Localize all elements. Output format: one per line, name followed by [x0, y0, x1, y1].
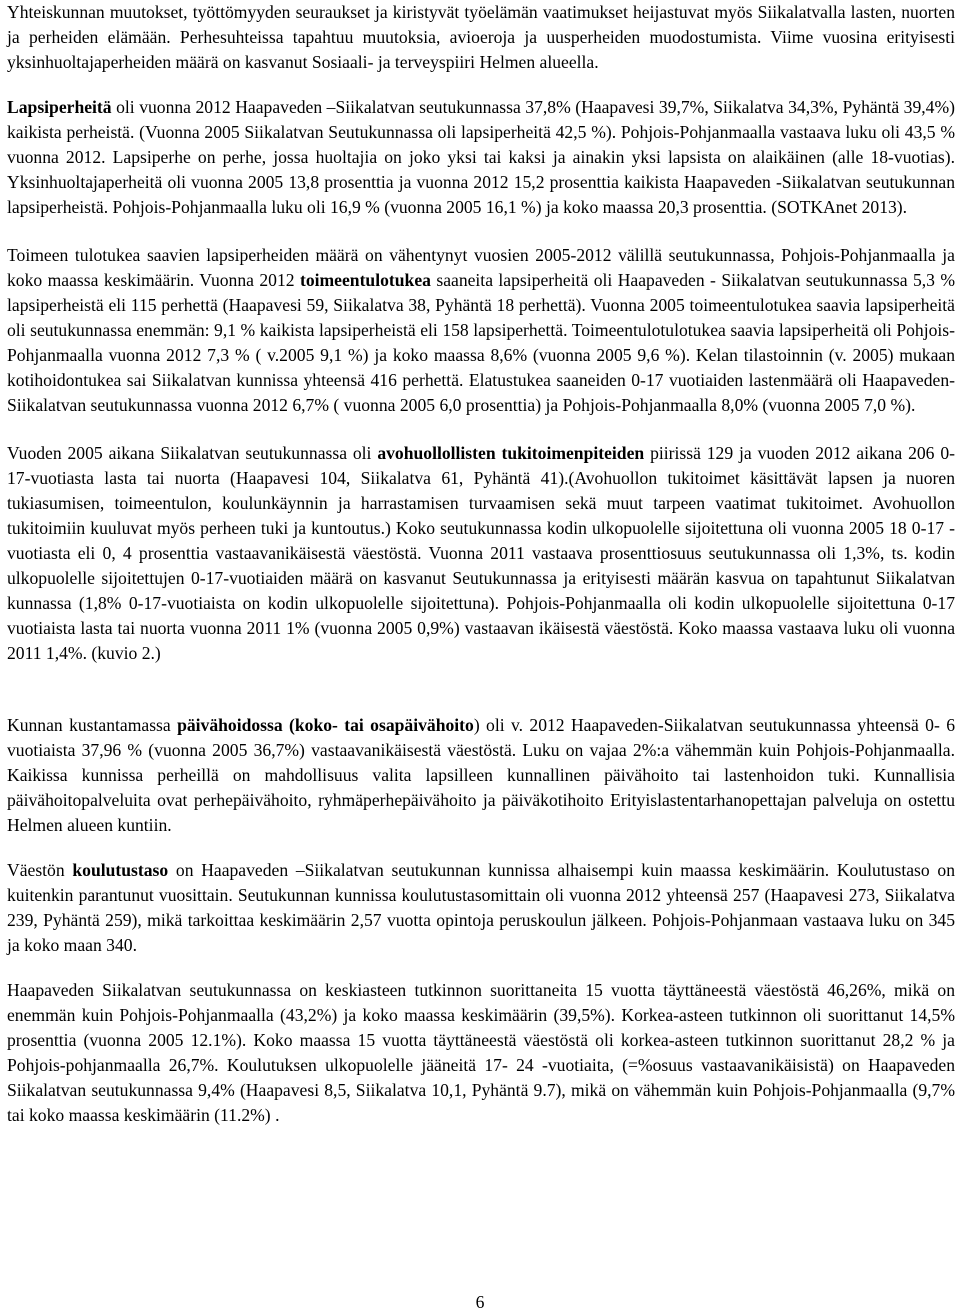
- paragraph-keyword: toimeentulotukea: [299, 270, 431, 290]
- paragraph-text: Haapaveden Siikalatvan seutukunnassa on keskiasteen tutkinnon suorittaneita 15 vuotta täyttäneestä väestöstä 46,26%, mikä on enemmän kuin Pohjois-Pohjanmaalla (43,2%) ja koko maassa keskimäärin (39,5%). Korkea-asteen tutkinnon oli suorittanut 14,5% prosenttia (vuonna 2005 12.1%). Koko maassa 15 vuotta täyttäneestä väestöstä oli korkea-asteen tutkinnon suorittanut 28,2 % ja Pohjois-pohjanmaalla 26,7%. Koulutuksen ulkopuolelle jääneitä 17- 24 -vuotiaita, (=%osuus vastaavanikäisistä) on Haapaveden Siikalatvan seutukunnassa 9,4% (Haapavesi 8,5, Siikalatva 10,1, Pyhäntä 9.7), mikä on vähemmän kuin Pohjois-Pohjanmaalla (9,7% tai koko maassa keskimäärin (11.2%) .: [7, 980, 955, 1125]
- paragraph-text: Toimeen tulotukea saavien lapsiperheiden määrä on vähentynyt vuosien 2005-2012 välillä seutukunnassa, Pohjois-Pohjanmaalla ja koko maassa keskimäärin. Vuonna 2012: [7, 245, 955, 290]
- document-page: [7, 0, 955, 1128]
- paragraph-text: on Haapaveden –Siikalatvan seutukunnan kunnissa alhaisempi kuin maassa keskimäärin. Koulutustaso on kuitenkin parantunut vuosittain. Seutukunnan kunnissa koulutustasomittain oli vuonna 2012 yhteensä 257 (Haapavesi 273, Siikalatva 239, Pyhäntä 259), mikä tarkoittaa keskimäärin 2,57 vuotta opintoja peruskoulun jälkeen. Pohjois-Pohjanmaan vastaava luku on 345 ja koko maan 340.: [7, 860, 955, 955]
- paragraph-text: Väestön: [7, 860, 73, 880]
- page-number: 6: [475, 1292, 485, 1312]
- paragraph-text: ) oli v. 2012 Haapaveden-Siikalatvan seutukunnassa yhteensä 0- 6 vuotiaista 37,96 % (vuonna 2005 36,7%) vastaavanikäisestä väestöstä. Luku on vajaa 2%:a vähemmän kuin Pohjois-Pohjanmaalla. Kaikissa kunnissa perheillä on mahdollisuus valita lapsilleen kunnallinen päivähoito tai lastenhoidon tuki. Kunnallisia päivähoitopalveluita ovat perhepäivähoito, ryhmäperhepäivähoito ja päiväkotihoito Erityislastentarhanopettajan palveluja on ostettu Helmen alueen kuntiin.: [7, 715, 956, 835]
- paragraph-text: saaneita lapsiperheitä oli Haapaveden - Siikalatvan seutukunnassa 5,3 % lapsiperheistä eli 115 perhettä (Haapavesi 59, Siikalatva 38, Pyhäntä 18 perhettä). Vuonna 2005 toimeentulotukea saavia lapsiperheitä oli seutukunnassa enemmän: 9,1 % kaikista lapsiperheistä eli 158 lapsiperhettä. Toimeentulotulotukea saavia lapsiperheitä oli Pohjois-Pohjanmaalla vuonna 2012 7,3 % ( v.2005 9,1 %) ja koko maassa 8,6% (vuonna 2005 9,6 %). Kelan tilastoinnin (v. 2005) mukaan kotihoidontukea sai Siikalatvan kunnissa yhteensä 416 perhettä. Elatustukea saaneiden 0-17 vuotiaiden lastenmäärä oli Haapaveden-Siikalatvan seutukunnassa vuonna 2012 6,7% ( vuonna 2005 6,0 prosenttia) ja Pohjois-Pohjanmaalla 8,0% (vuonna 2005 7,0 %).: [7, 270, 956, 415]
- paragraph-text: Kunnan kustantamassa: [7, 715, 178, 735]
- paragraph-keyword: päivähoidossa (koko- tai osapäivähoito: [177, 715, 474, 735]
- paragraph-text: piirissä 129 ja vuoden 2012 aikana 206 0-17-vuotiasta lasta tai nuorta (Haapavesi 104, Siikalatva 61, Pyhäntä 41).(Avohuollon tukitoimet käsittävät lapsen ja nuoren tukiasumisen, toimeentulon, koulunkäynnin ja harrastamisen turvaamisen sekä muut tarpeen vaatimat tukitoimet. Avohuollon tukitoimiin kuuluvat myös perheen tuki ja kuntoutus.) Koko seutukunnassa kodin ulkopuolelle sijoitettuna oli vuonna 2005 18 0-17 -vuotiasta eli 0, 4 prosenttia vastaavanikäisestä väestöstä. Vuonna 2011 vastaava prosenttiosuus seutukunnassa oli 1,3%, ts. kodin ulkopuolelle sijoitettujen 0-17-vuotiaiden määrä on kasvanut Seutukunnassa ja erityisesti määrän kasvua on tapahtunut Siikalatvan kunnassa (1,8% 0-17-vuotiaista on kodin ulkopuolelle sijoitettuna). Pohjois-Pohjanmaalla oli kodin ulkopuolelle sijoitettuna 0-17 vuotiaista lasta tai nuorta vuonna 2011 1% (vuonna 2005 0,9%) vastaavan ikäisestä väestöstä. Koko maassa vastaava luku oli vuonna 2011 1,4%. (kuvio 2.): [7, 443, 955, 663]
- paragraph-avohuolto: [7, 441, 955, 666]
- paragraph-keyword: koulutustaso: [72, 860, 169, 880]
- paragraph-paivahoito: [7, 713, 955, 838]
- paragraph-lapsiperheita: [7, 95, 955, 220]
- paragraph-keyword: avohuollollisten tukitoimenpiteiden: [377, 443, 645, 463]
- paragraph-text: oli vuonna 2012 Haapaveden –Siikalatvan seutukunnassa 37,8% (Haapavesi 39,7%, Siikalatva 34,3%, Pyhäntä 39,4%) kaikista perheistä. (Vuonna 2005 Siikalatvan Seutukunnassa oli lapsiperheitä 42,5 %). Pohjois-Pohjanmaalla vastaava luku oli 43,5 % vuonna 2012. Lapsiperhe on perhe, jossa huoltajia on joko yksi tai kaksi ja ainakin yksi lapsista on alaikäinen (alle 18-vuotias). Yksinhuoltajaperheitä oli vuonna 2005 13,8 prosenttia ja vuonna 2012 15,2 prosenttia kaikista Haapaveden -Siikalatvan seutukunnan lapsiperheistä. Pohjois-Pohjanmaalla luku oli 16,9 % (vuonna 2005 16,1 %) ja koko maassa 20,3 prosenttia. (SOTKAnet 2013).: [7, 97, 955, 217]
- paragraph-text: Yhteiskunnan muutokset, työttömyyden seuraukset ja kiristyvät työelämän vaatimukset heijastuvat myös Siikalatvalla lasten, nuorten ja perheiden elämään. Perhesuhteissa tapahtuu muutoksia, avioeroja ja uusperheiden muodostumista. Viime vuosina erityisesti yksinhuoltajaperheiden määrä on kasvanut Sosiaali- ja terveyspiiri Helmen alueella.: [7, 2, 955, 72]
- paragraph-tutkinnot: [7, 978, 955, 1128]
- paragraph-intro: [7, 0, 955, 75]
- paragraph-toimeentulotuki: [7, 243, 955, 418]
- paragraph-text: Vuoden 2005 aikana Siikalatvan seutukunnassa oli: [7, 443, 378, 463]
- paragraph-keyword: Lapsiperheitä: [7, 97, 112, 117]
- paragraph-koulutustaso: [7, 858, 955, 958]
